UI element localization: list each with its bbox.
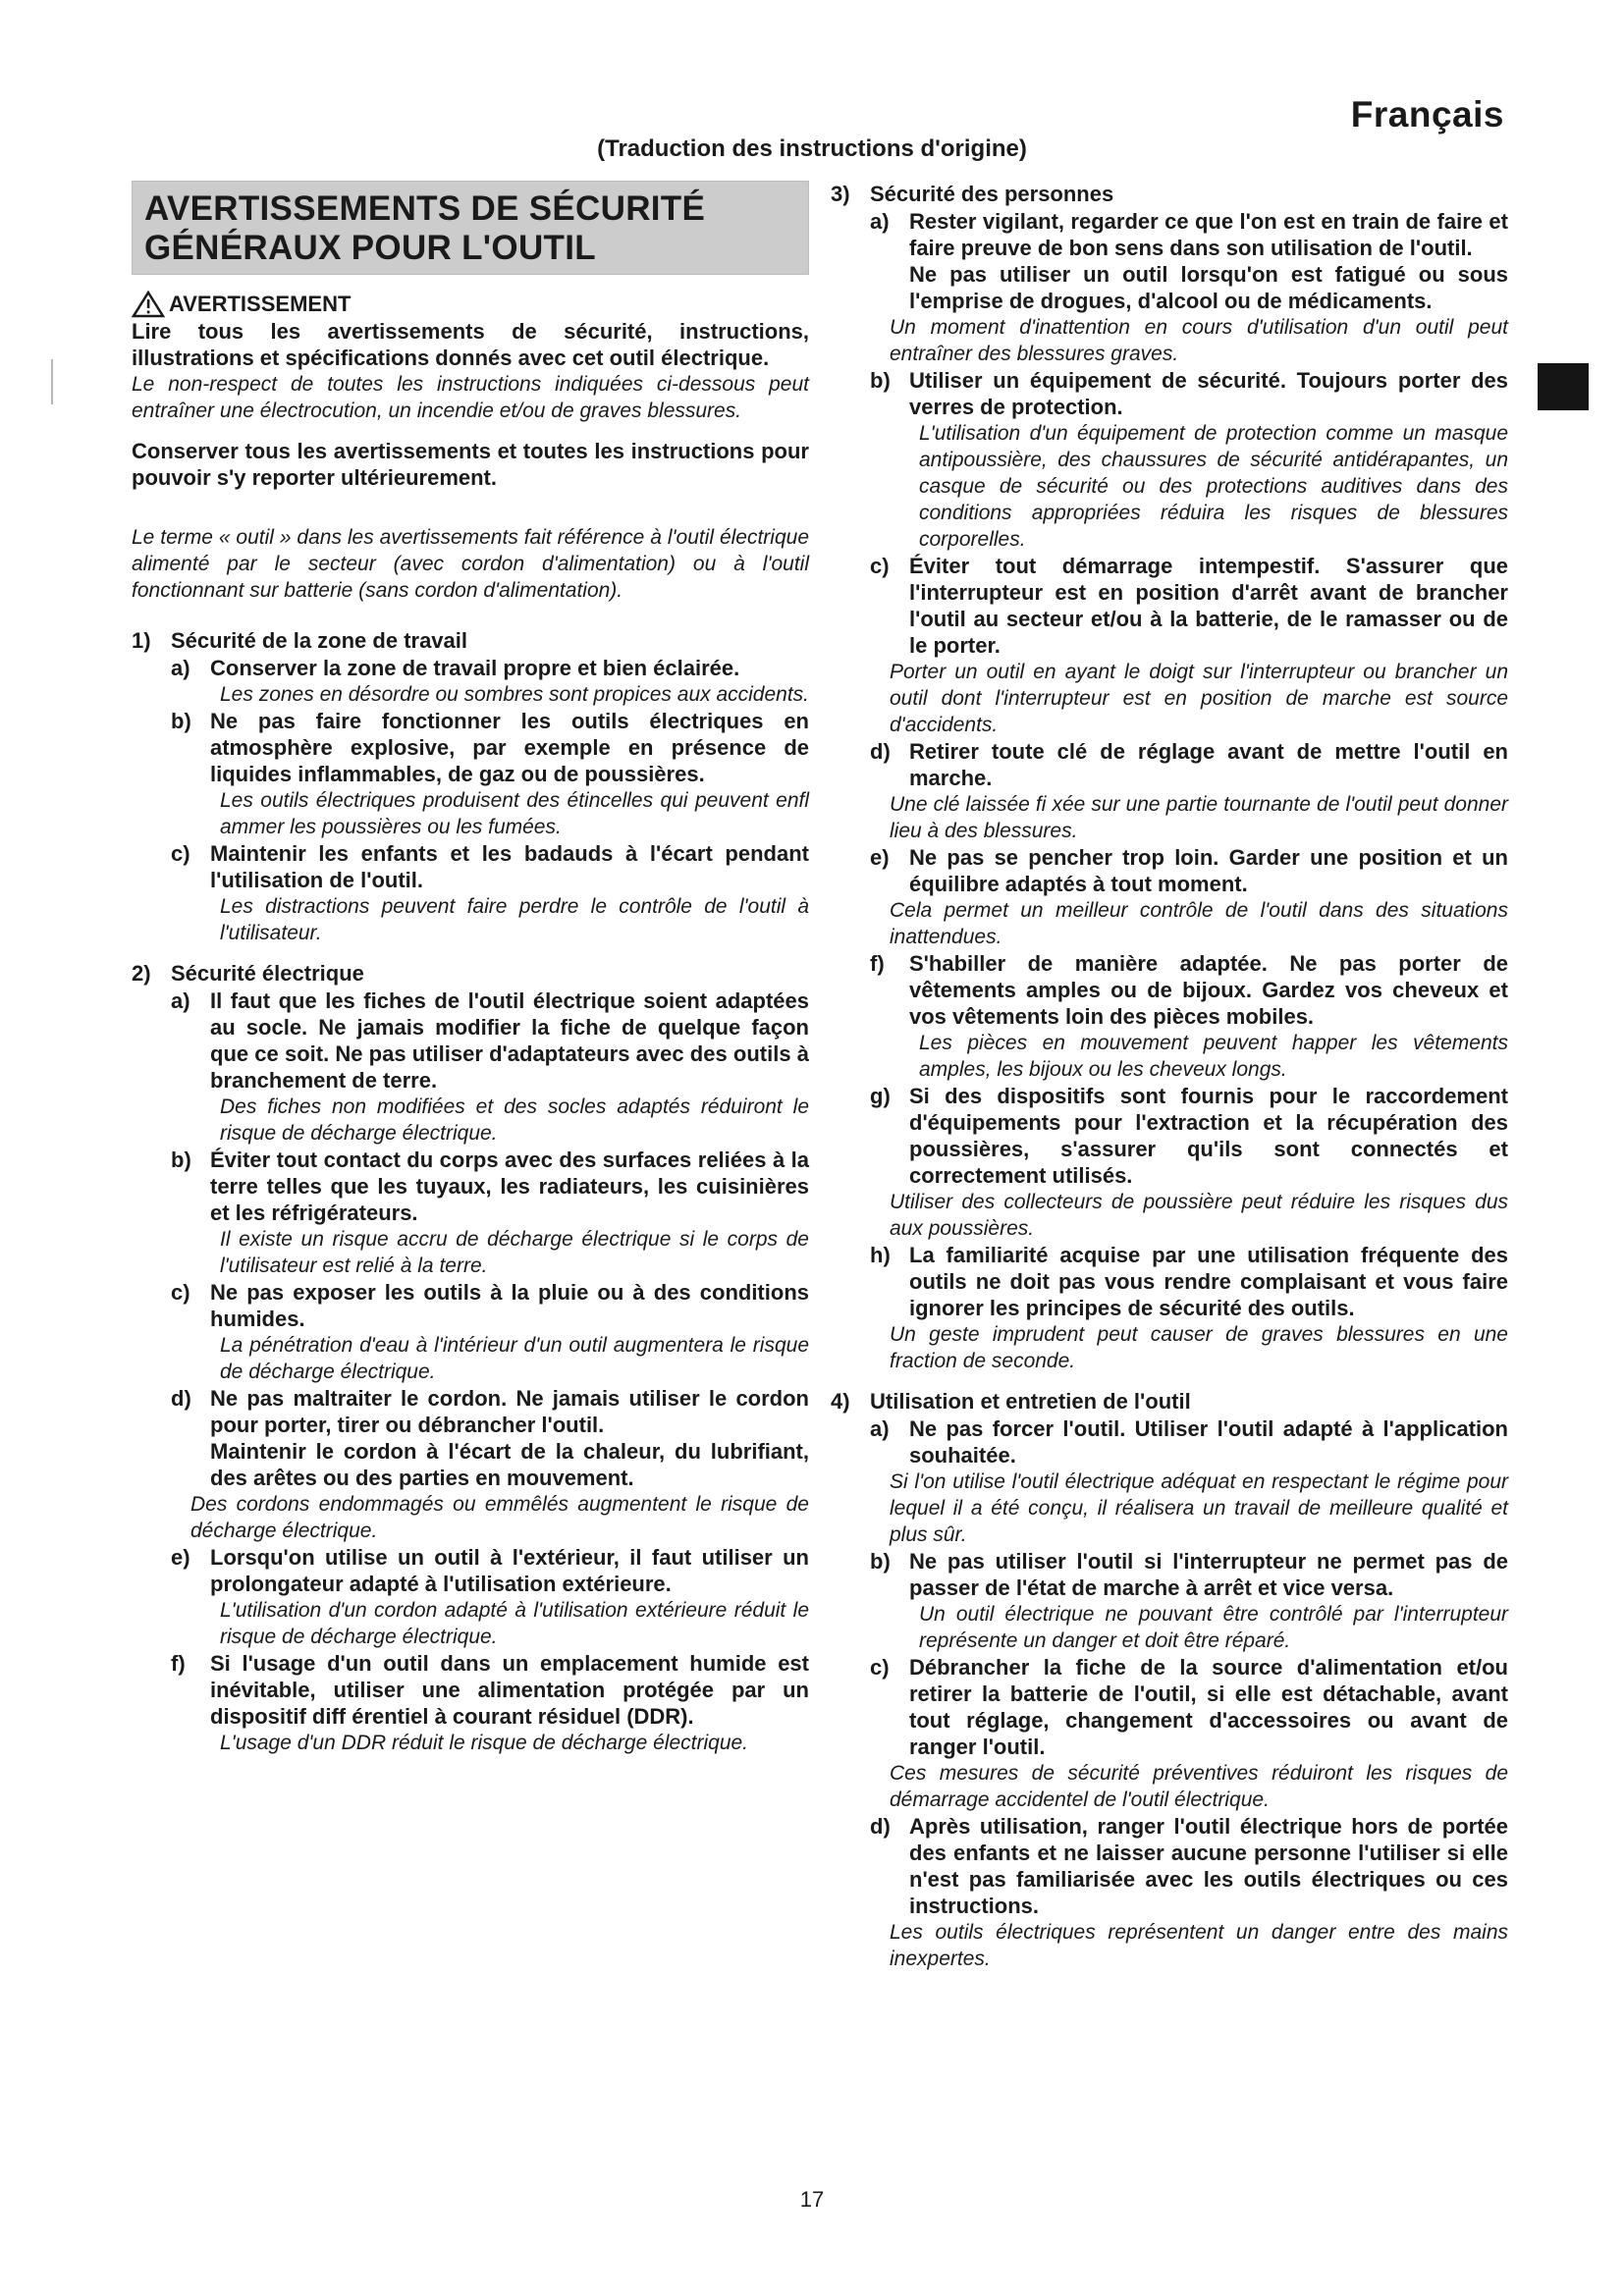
item-note: Les outils électriques produisent des étincelles qui peuvent enfl ammer les poussières ou les fumées. [220, 789, 809, 838]
list-item [870, 950, 1508, 1030]
item-note: Il existe un risque accru de décharge électrique si le corps de l'utilisateur est relié à la terre. [220, 1228, 809, 1277]
list-item [171, 1147, 809, 1226]
list-item [171, 708, 809, 787]
section-title-box [132, 181, 809, 275]
list-item [870, 367, 1508, 420]
item-instruction: Éviter tout contact du corps avec des surfaces reliées à la terre telles que les tuyaux, les radiateurs, les cuisinières et les réfrigérateurs. [210, 1148, 809, 1225]
section-title: Sécurité électrique [171, 961, 364, 986]
list-item [171, 840, 809, 893]
warning-consequence: Le non-respect de toutes les instructions indiquées ci-dessous peut entraîner une électrocution, un incendie et/ou de graves blessures. [132, 373, 809, 422]
item-note: Des cordons endommagés ou emmêlés augmentent le risque de décharge électrique. [190, 1493, 809, 1542]
section-number: 1) [132, 628, 151, 653]
item-instruction: Ne pas utiliser l'outil si l'interrupteur ne permet pas de passer de l'état de marche à arrêt et vice versa. [909, 1549, 1508, 1600]
item-instruction: Si des dispositifs sont fournis pour le raccordement d'équipements pour l'extraction et la récupération des poussières, s'assurer qu'ils sont connectés et correctement utilisés. [909, 1084, 1508, 1188]
item-instruction: Rester vigilant, regarder ce que l'on est en train de faire et faire preuve de bon sens dans son utilisation de l'outil. [909, 209, 1508, 260]
section-heading [831, 1388, 1508, 1415]
item-letter: b) [870, 368, 891, 393]
item-instruction: Retirer toute clé de réglage avant de mettre l'outil en marche. [909, 739, 1508, 790]
tool-term-definition: Le terme « outil » dans les avertissements fait référence à l'outil électrique alimenté par le secteur (avec cordon d'alimentation) ou à l'outil fonctionnant sur batterie (sans cordon d'alimentation). [132, 526, 809, 602]
item-note: Les pièces en mouvement peuvent happer les vêtements amples, les bijoux ou les cheveux longs. [919, 1032, 1508, 1081]
item-letter: f) [870, 951, 885, 976]
page-title-line-2: GÉNÉRAUX POUR L'OUTIL [144, 229, 596, 267]
item-instruction: Ne pas exposer les outils à la pluie ou à des conditions humides. [210, 1280, 809, 1331]
item-note: Un outil électrique ne pouvant être contrôlé par l'interrupteur représente un danger et doit être réparé. [919, 1603, 1508, 1652]
page-title-line-1: AVERTISSEMENTS DE SÉCURITÉ [144, 189, 706, 228]
item-letter: b) [171, 709, 191, 733]
list-item [870, 1242, 1508, 1321]
item-note: Ces mesures de sécurité préventives réduiront les risques de démarrage accidentel de l'outil électrique. [890, 1762, 1508, 1811]
list-item [171, 988, 809, 1094]
item-letter: c) [870, 1655, 890, 1680]
item-note: Cela permet un meilleur contrôle de l'outil dans des situations inattendues. [890, 899, 1508, 948]
item-letter: g) [870, 1084, 891, 1108]
section-number: 3) [831, 182, 850, 206]
item-letter: a) [171, 656, 190, 680]
item-letter: b) [870, 1549, 891, 1574]
list-item [870, 1548, 1508, 1601]
section-number: 2) [132, 961, 151, 986]
section-title: Utilisation et entretien de l'outil [870, 1389, 1191, 1414]
item-note: L'utilisation d'un cordon adapté à l'utilisation extérieure réduit le risque de décharge électrique. [220, 1599, 809, 1648]
item-note: L'utilisation d'un équipement de protection comme un masque antipoussière, des chaussures de sécurité antidérapantes, un casque de sécurité ou des protections auditives dans des conditions appropriées réduira les risques de blessures corporelles. [919, 422, 1508, 551]
list-item [870, 1654, 1508, 1760]
item-letter: h) [870, 1243, 891, 1267]
item-note: Si l'on utilise l'outil électrique adéquat en respectant le régime pour lequel il a été conçu, il réalisera un travail de meilleure qualité et plus sûr. [890, 1470, 1508, 1546]
warning-triangle-icon [132, 291, 165, 318]
item-note: Utiliser des collecteurs de poussière peut réduire les risques dus aux poussières. [890, 1191, 1508, 1240]
list-item [870, 1415, 1508, 1468]
item-letter: a) [870, 1416, 890, 1441]
item-letter: d) [870, 1814, 891, 1839]
language-side-tab [1538, 363, 1589, 410]
item-letter: e) [870, 845, 890, 870]
item-instruction-extra: Ne pas utiliser un outil lorsqu'on est fatigué ou sous l'emprise de drogues, d'alcool ou de médicaments. [909, 262, 1508, 313]
item-letter: a) [870, 209, 890, 234]
item-instruction: Il faut que les fiches de l'outil électrique soient adaptées au socle. Ne jamais modifier la fiche de quelque façon que ce soit. Ne pas utiliser d'adaptateurs avec des outils à branchement de terre. [210, 988, 809, 1093]
item-note: Un moment d'inattention en cours d'utilisation d'un outil peut entraîner des blessures graves. [890, 316, 1508, 365]
list-item [870, 738, 1508, 791]
list-item [870, 1813, 1508, 1919]
item-letter: d) [870, 739, 891, 764]
item-instruction: Maintenir les enfants et les badauds à l'écart pendant l'utilisation de l'outil. [210, 841, 809, 892]
item-instruction: Débrancher la fiche de la source d'alimentation et/ou retirer la batterie de l'outil, si elle est détachable, avant tout réglage, changement d'accessoires ou avant de ranger l'outil. [909, 1655, 1508, 1759]
item-letter: e) [171, 1545, 190, 1570]
item-note: Les outils électriques représentent un danger entre des mains inexpertes. [890, 1921, 1508, 1970]
language-label: Français [1350, 94, 1504, 134]
item-letter: b) [171, 1148, 191, 1172]
right-column [831, 181, 1508, 1972]
item-note: Porter un outil en ayant le doigt sur l'interrupteur ou brancher un outil dont l'interrupteur est en position de marche est source d'accidents. [890, 661, 1508, 736]
item-letter: c) [171, 841, 190, 866]
item-letter: d) [171, 1386, 191, 1411]
margin-mark [51, 359, 53, 404]
section-title: Sécurité de la zone de travail [171, 628, 468, 653]
item-note: Les zones en désordre ou sombres sont propices aux accidents. [220, 683, 810, 706]
list-item [870, 1083, 1508, 1189]
section-title: Sécurité des personnes [870, 182, 1114, 206]
item-note: Un geste imprudent peut causer de graves blessures en une fraction de seconde. [890, 1323, 1508, 1372]
item-note: Les distractions peuvent faire perdre le contrôle de l'outil à l'utilisateur. [220, 895, 809, 944]
warning-heading [132, 291, 809, 318]
item-instruction: Lorsqu'on utilise un outil à l'extérieur, il faut utiliser un prolongateur adapté à l'utilisation extérieure. [210, 1545, 809, 1596]
item-instruction: Après utilisation, ranger l'outil électrique hors de portée des enfants et ne laisser aucune personne l'utiliser si elle n'est pas familiarisée avec les outils électriques ou ces instructions. [909, 1814, 1508, 1918]
item-instruction: Conserver la zone de travail propre et bien éclairée. [210, 656, 740, 680]
list-item [171, 1650, 809, 1730]
section-heading [831, 181, 1508, 208]
document-subtitle: (Traduction des instructions d'origine) [597, 135, 1027, 162]
list-item [171, 1385, 809, 1491]
item-note: La pénétration d'eau à l'intérieur d'un outil augmentera le risque de décharge électrique. [220, 1334, 809, 1383]
list-item [870, 553, 1508, 659]
item-instruction: Ne pas forcer l'outil. Utiliser l'outil adapté à l'application souhaitée. [909, 1416, 1508, 1468]
item-instruction: Ne pas maltraiter le cordon. Ne jamais utiliser le cordon pour porter, tirer ou débrancher l'outil. [210, 1386, 809, 1437]
item-note: Une clé laissée fi xée sur une partie tournante de l'outil peut donner lieu à des blessures. [890, 793, 1508, 842]
item-letter: a) [171, 988, 190, 1013]
item-instruction: Éviter tout démarrage intempestif. S'assurer que l'interrupteur est en position d'arrêt avant de brancher l'outil au secteur et/ou à la batterie, de le ramasser ou de le porter. [909, 554, 1508, 658]
list-item [171, 1279, 809, 1332]
item-letter: c) [171, 1280, 190, 1305]
item-instruction: Utiliser un équipement de sécurité. Toujours porter des verres de protection. [909, 368, 1508, 419]
list-item [870, 208, 1508, 314]
item-letter: c) [870, 554, 890, 578]
item-instruction-extra: Maintenir le cordon à l'écart de la chaleur, du lubrifiant, des arêtes ou des parties en mouvement. [210, 1439, 809, 1490]
item-note: L'usage d'un DDR réduit le risque de décharge électrique. [220, 1732, 749, 1754]
warning-text: Lire tous les avertissements de sécurité, instructions, illustrations et spécifications donnés avec cet outil électrique. [132, 319, 809, 370]
warning-label: AVERTISSEMENT [169, 292, 352, 316]
item-instruction: Si l'usage d'un outil dans un emplacement humide est inévitable, utiliser une alimentation protégée par un dispositif diff érentiel à courant résiduel (DDR). [210, 1651, 809, 1729]
item-letter: f) [171, 1651, 186, 1676]
item-instruction: Ne pas se pencher trop loin. Garder une position et un équilibre adaptés à tout moment. [909, 845, 1508, 896]
section-heading [132, 627, 809, 655]
item-instruction: S'habiller de manière adaptée. Ne pas porter de vêtements amples ou de bijoux. Gardez vos cheveux et vos vêtements loin des pièces mobiles. [909, 951, 1508, 1029]
item-instruction: Ne pas faire fonctionner les outils électriques en atmosphère explosive, par exemple en présence de liquides inflammables, de gaz ou de poussières. [210, 709, 809, 786]
list-item [171, 655, 809, 681]
section-number: 4) [831, 1389, 850, 1414]
keep-instructions-text: Conserver tous les avertissements et toutes les instructions pour pouvoir s'y reporter ultérieurement. [132, 439, 809, 490]
left-column [132, 181, 809, 1756]
list-item [171, 1544, 809, 1597]
page-number: 17 [799, 2187, 825, 2212]
section-heading [132, 960, 809, 988]
item-instruction: La familiarité acquise par une utilisation fréquente des outils ne doit pas vous rendre complaisant et vous faire ignorer les principes de sécurité des outils. [909, 1243, 1508, 1320]
item-note: Des fiches non modifiées et des socles adaptés réduiront le risque de décharge électrique. [220, 1095, 809, 1145]
list-item [870, 844, 1508, 897]
